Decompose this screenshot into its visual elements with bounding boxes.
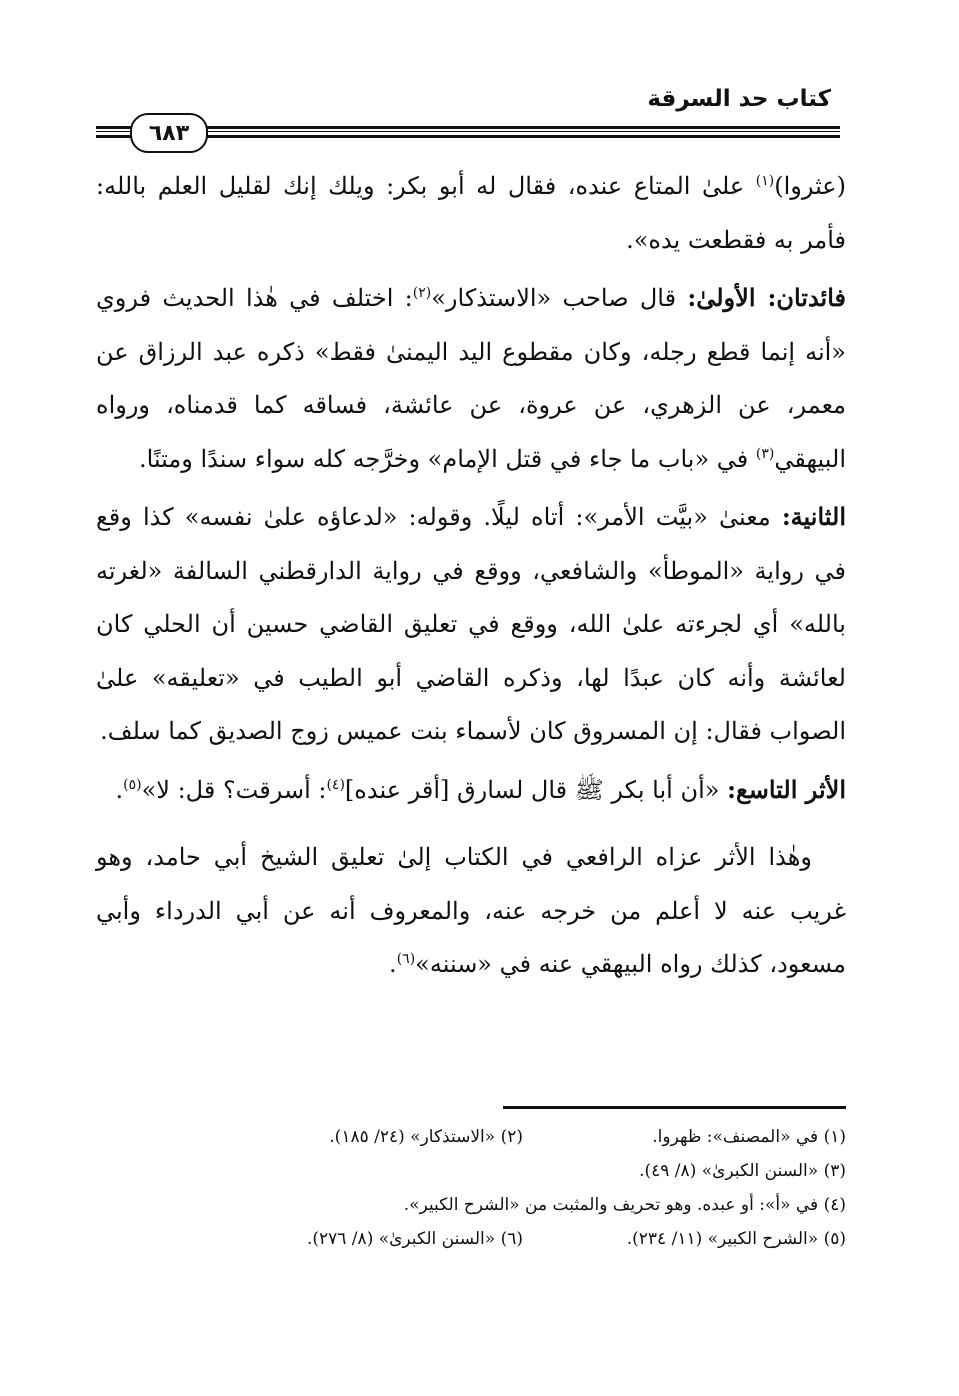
- footnote-row: [200, 1120, 846, 1154]
- footnotes: [200, 1120, 846, 1256]
- paragraph-3: [96, 490, 846, 759]
- text-span: معنىٰ «بيَّت الأمر»: أتاه ليلًا. وقوله: «لدعاؤه علىٰ نفسه» كذا وقع في رواية «الموطأ» والشافعي، ووقع في رواية الدارقطني السالفة «لغرته بالله» أي لجرءته علىٰ الله، ووقع في تعليق القاضي حسين أن الحلي كان لعائشة وأنه كان عبدًا لها، وذكره القاضي أبو الطيب في «تعليقه» علىٰ الصواب فقال: إن المسروق كان لأسماء بنت عميس زوج الصديق كما سلف.: [96, 503, 846, 745]
- text-span: «أن أبا بكر ﷺ قال لسارق [أقر عنده]: [344, 775, 728, 804]
- footnote-6: (٦) «السنن الكبرىٰ» (٨/ ٢٧٦).: [306, 1229, 523, 1249]
- footnote-2: (٢) «الاستذكار» (٢٤/ ١٨٥).: [329, 1127, 523, 1147]
- text-span: علىٰ المتاع عنده، فقال له أبو بكر: ويلك إنك لقليل العلم بالله: فأمر به فقطعت يده».: [96, 172, 846, 254]
- paragraph-lead: الثانية:: [781, 502, 846, 531]
- text-span: : اختلف في هٰذا الحديث فروي «أنه إنما قطع رجله، وكان مقطوع اليد اليمنىٰ فقط» ذكره عبد الرزاق عن معمر، عن الزهري، عن عروة، عن عائشة، فساقه كما قدمناه، ورواه البيهقي: [96, 284, 846, 473]
- text-span: قال صاحب «الاستذكار»: [431, 284, 688, 312]
- footnote-ref: (٣): [755, 445, 775, 462]
- text-span: .: [389, 950, 397, 978]
- footnote-3: (٣) «السنن الكبرىٰ» (٨/ ٤٩).: [639, 1161, 846, 1181]
- page-number: ٦٨٣: [148, 120, 190, 146]
- paragraph-4: [96, 763, 846, 818]
- footnote-separator: [503, 1106, 846, 1109]
- footnote-1: (١) في «المصنف»: ظهروا.: [652, 1127, 846, 1147]
- paragraph-5: [96, 831, 846, 992]
- text-span: في «باب ما جاء في قتل الإمام» وخرَّجه كله سواء سندًا ومتنًا.: [138, 444, 756, 473]
- footnote-ref: (٤): [326, 776, 345, 793]
- paragraph-1: [96, 160, 846, 267]
- footnote-ref: (١): [755, 173, 775, 189]
- text-span: : أسرقت؟ قل: لا»: [141, 775, 327, 804]
- paragraph-2: [96, 271, 846, 486]
- page-number-badge: [130, 113, 208, 153]
- text-span: .: [115, 775, 124, 804]
- footnote-ref: (٦): [396, 951, 416, 967]
- text-span: وهٰذا الأثر عزاه الرافعي في الكتاب إلىٰ تعليق الشيخ أبي حامد، وهو غريب عنه لا أعلم من خرجه عنه، والمعروف أنه عن أبي الدرداء وأبي مسعود، كذلك رواه البيهقي عنه في «سننه»: [96, 843, 846, 978]
- footnote-5: (٥) «الشرح الكبير» (١١/ ٢٣٤).: [626, 1229, 846, 1249]
- paragraph-lead: فائدتان: الأولىٰ:: [687, 283, 847, 312]
- footnote-ref: (٥): [123, 776, 142, 793]
- footnote-ref: (٢): [412, 285, 432, 301]
- footnote-row: [200, 1222, 846, 1256]
- text-span: (عثروا): [774, 172, 846, 200]
- footnote-4: (٤) في «أ»: أو عبده. وهو تحريف والمثبت من «الشرح الكبير».: [403, 1195, 846, 1215]
- running-title: كتاب حد السرقة: [647, 86, 831, 112]
- main-text: [96, 160, 846, 992]
- paragraph-lead: الأثر التاسع:: [727, 774, 846, 804]
